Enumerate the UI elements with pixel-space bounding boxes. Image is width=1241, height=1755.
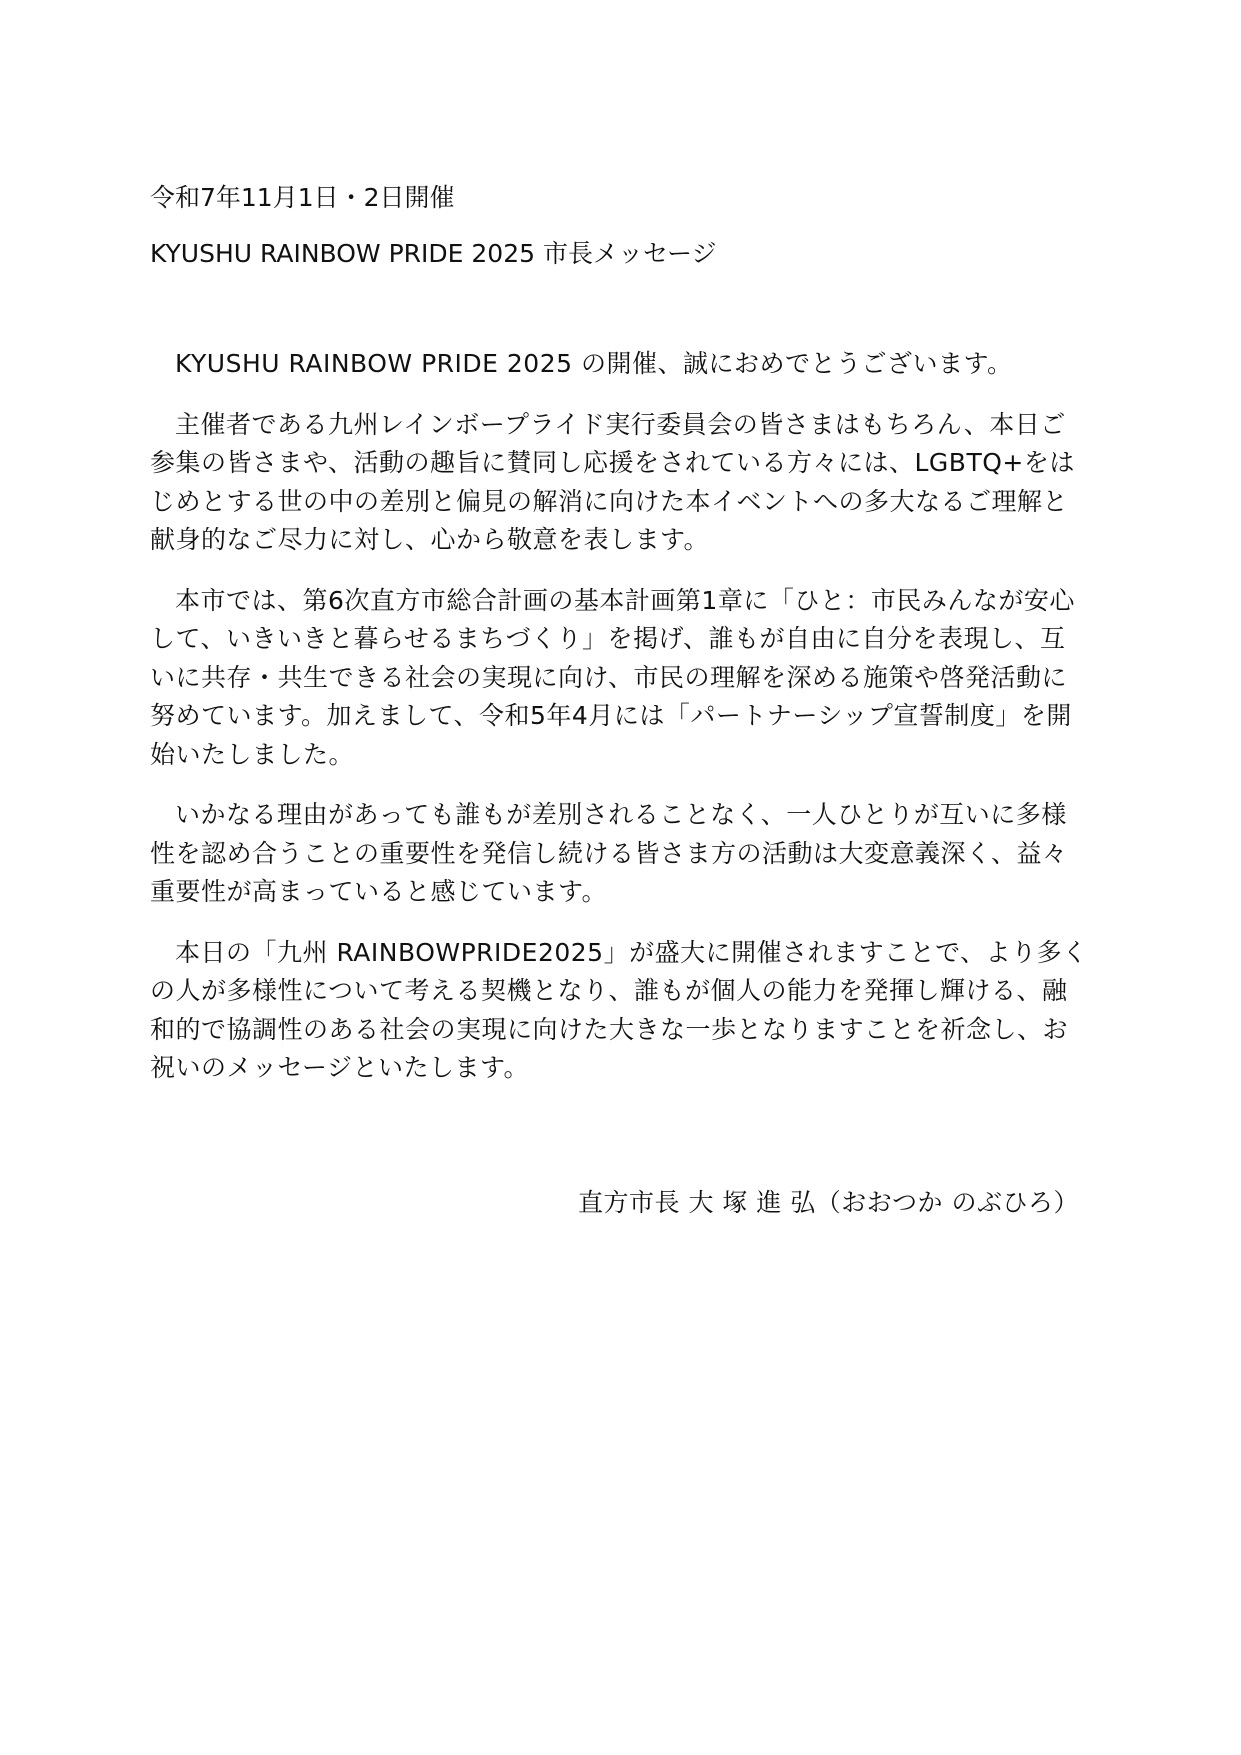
event-date: 令和7年11月1日・2日開催 — [150, 183, 455, 212]
document-title: KYUSHU RAINBOW PRIDE 2025 市長メッセージ — [150, 239, 717, 268]
paragraph-gratitude: 主催者である九州レインボープライド実行委員会の皆さまはもちろん、本日ご参集の皆さまや、活動の趣旨に賛同し応援をされている方々には、LGBTQ+をはじめとする世の中の差別と偏見の解消に向けた本イベントへの多大なるご理解と献身的なご尽力に対し、心から敬意を表します。 — [150, 409, 1075, 554]
paragraph-congratulations: KYUSHU RAINBOW PRIDE 2025 の開催、誠におめでとうございます。 — [175, 349, 1013, 378]
message-body — [150, 345, 1090, 1110]
paragraph-city-policy: 本市では、第6次直方市総合計画の基本計画第1章に「ひと：市民みんなが安心して、いきいきと暮らせるまちづくり」を掲げ、誰もが自由に自分を表現し、互いに共存・共生できる社会の実現に向け、市民の理解を深める施策や啓発活動に努めています。加えまして、令和5年4月には「パートナーシップ宣誓制度」を開始いたしました。 — [150, 585, 1075, 769]
mayor-signature: 直方市長 大 塚 進 弘（おおつか のぶひろ） — [578, 1188, 1079, 1217]
paragraph-closing: 本日の「九州 RAINBOWPRIDE2025」が盛大に開催されますことで、より多くの人が多様性について考える契機となり、誰もが個人の能力を発揮し輝ける、融和的で協調性のある社会の実現に向けた大きな一歩となりますことを祈念し、お祝いのメッセージといたします。 — [150, 937, 1088, 1082]
paragraph-diversity: いかなる理由があっても誰もが差別されることなく、一人ひとりが互いに多様性を認め合うことの重要性を発信し続ける皆さま方の活動は大変意義深く、益々重要性が高まっていると感じています。 — [150, 800, 1068, 906]
